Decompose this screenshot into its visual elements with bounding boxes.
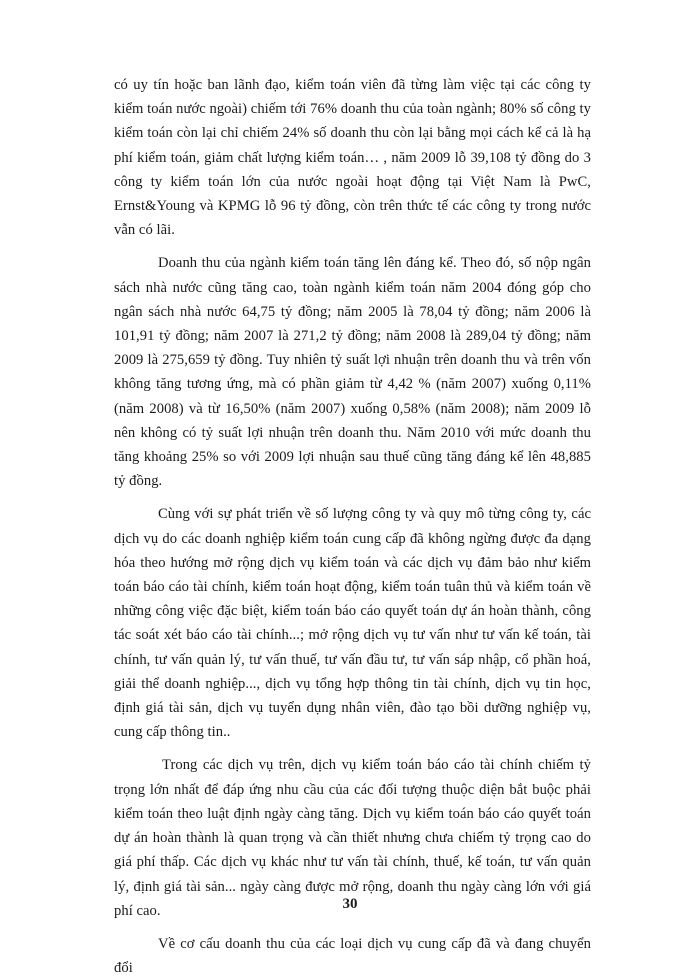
paragraph-revenue-structure: Về cơ cấu doanh thu của các loại dịch vụ cung cấp đã và đang chuyển đổi <box>114 935 591 977</box>
paragraph-continuation: có uy tín hoặc ban lãnh đạo, kiểm toán viên đã từng làm việc tại các công ty kiểm toán nước ngoài) chiếm tới 76% doanh thu của toàn ngành; 80% số công ty kiểm toán còn lại chỉ chiếm 24% số doanh thu còn lại bằng mọi cách kể cả là hạ phí kiểm toán, giảm chất lượng kiểm toán… , năm 2009 lỗ 39,108 tỷ đồng do 3 công ty kiểm toán lớn của nước ngoài hoạt động tại Việt Nam là PwC, Ernst&Young và KPMG lỗ 96 tỷ đồng, còn trên thức tế các công ty trong nước vẫn có lãi. <box>114 77 591 239</box>
page-number: 30 <box>342 896 358 912</box>
paragraph-audit-revenue: Doanh thu của ngành kiểm toán tăng lên đáng kể. Theo đó, số nộp ngân sách nhà nước cũng tăng cao, toàn ngành kiểm toán năm 2004 đóng góp cho ngân sách nhà nước 64,75 tỷ đồng; năm 2005 là 78,04 tỷ đồng; năm 2006 là 101,91 tỷ đồng; năm 2007 là 271,2 tỷ đồng; năm 2008 là 289,04 tỷ đồng; năm 2009 là 275,659 tỷ đồng. Tuy nhiên tỷ suất lợi nhuận trên doanh thu và trên vốn không tăng tương ứng, mà có phần giảm từ 4,42 % (năm 2007) xuống 0,11% (năm 2008) và từ 16,50% (năm 2007) xuống 0,58% (năm 2008); năm 2009 lỗ nên không có tỷ suất lợi nhuận trên doanh thu. Năm 2010 với mức doanh thu tăng khoảng 25% so với 2009 lợi nhuận sau thuế cũng tăng đáng kể lên 48,885 tỷ đồng. <box>114 255 591 490</box>
paragraph-service-diversification: Cùng với sự phát triển về số lượng công ty và quy mô từng công ty, các dịch vụ do các doanh nghiệp kiểm toán cung cấp đã không ngừng được đa dạng hóa theo hướng mở rộng dịch vụ kiểm toán và các dịch vụ đảm bảo như kiểm toán báo cáo tài chính, kiểm toán hoạt động, kiểm toán tuân thủ và kiểm toán về những công việc đặc biệt, kiểm toán báo cáo quyết toán dự án hoàn thành, công tác soát xét báo cáo tài chính...; mở rộng dịch vụ tư vấn như tư vấn kế toán, tài chính, tư vấn quản lý, tư vấn thuế, tư vấn đầu tư, tư vấn sáp nhập, cổ phần hoá, giải thể doanh nghiệp..., dịch vụ tổng hợp thông tin tài chính, dịch vụ tin học, định giá tài sản, dịch vụ tuyển dụng nhân viên, đào tạo bồi dưỡng nghiệp vụ, cung cấp thông tin.. <box>114 506 591 741</box>
paragraph-financial-audit-share: Trong các dịch vụ trên, dịch vụ kiểm toán báo cáo tài chính chiếm tỷ trọng lớn nhất để đáp ứng nhu cầu của các đối tượng thuộc diện bắt buộc phải kiểm toán theo luật định ngày càng tăng. Dịch vụ kiểm toán báo cáo quyết toán dự án hoàn thành là quan trọng và cần thiết nhưng chưa chiếm tỷ trọng cao do giá phí thấp. Các dịch vụ khác như tư vấn tài chính, thuế, kế toán, tư vấn quản lý, định giá tài sản... ngày càng được mở rộng, doanh thu ngày càng lớn với giá phí cao. <box>114 757 591 919</box>
body-text <box>114 73 591 980</box>
